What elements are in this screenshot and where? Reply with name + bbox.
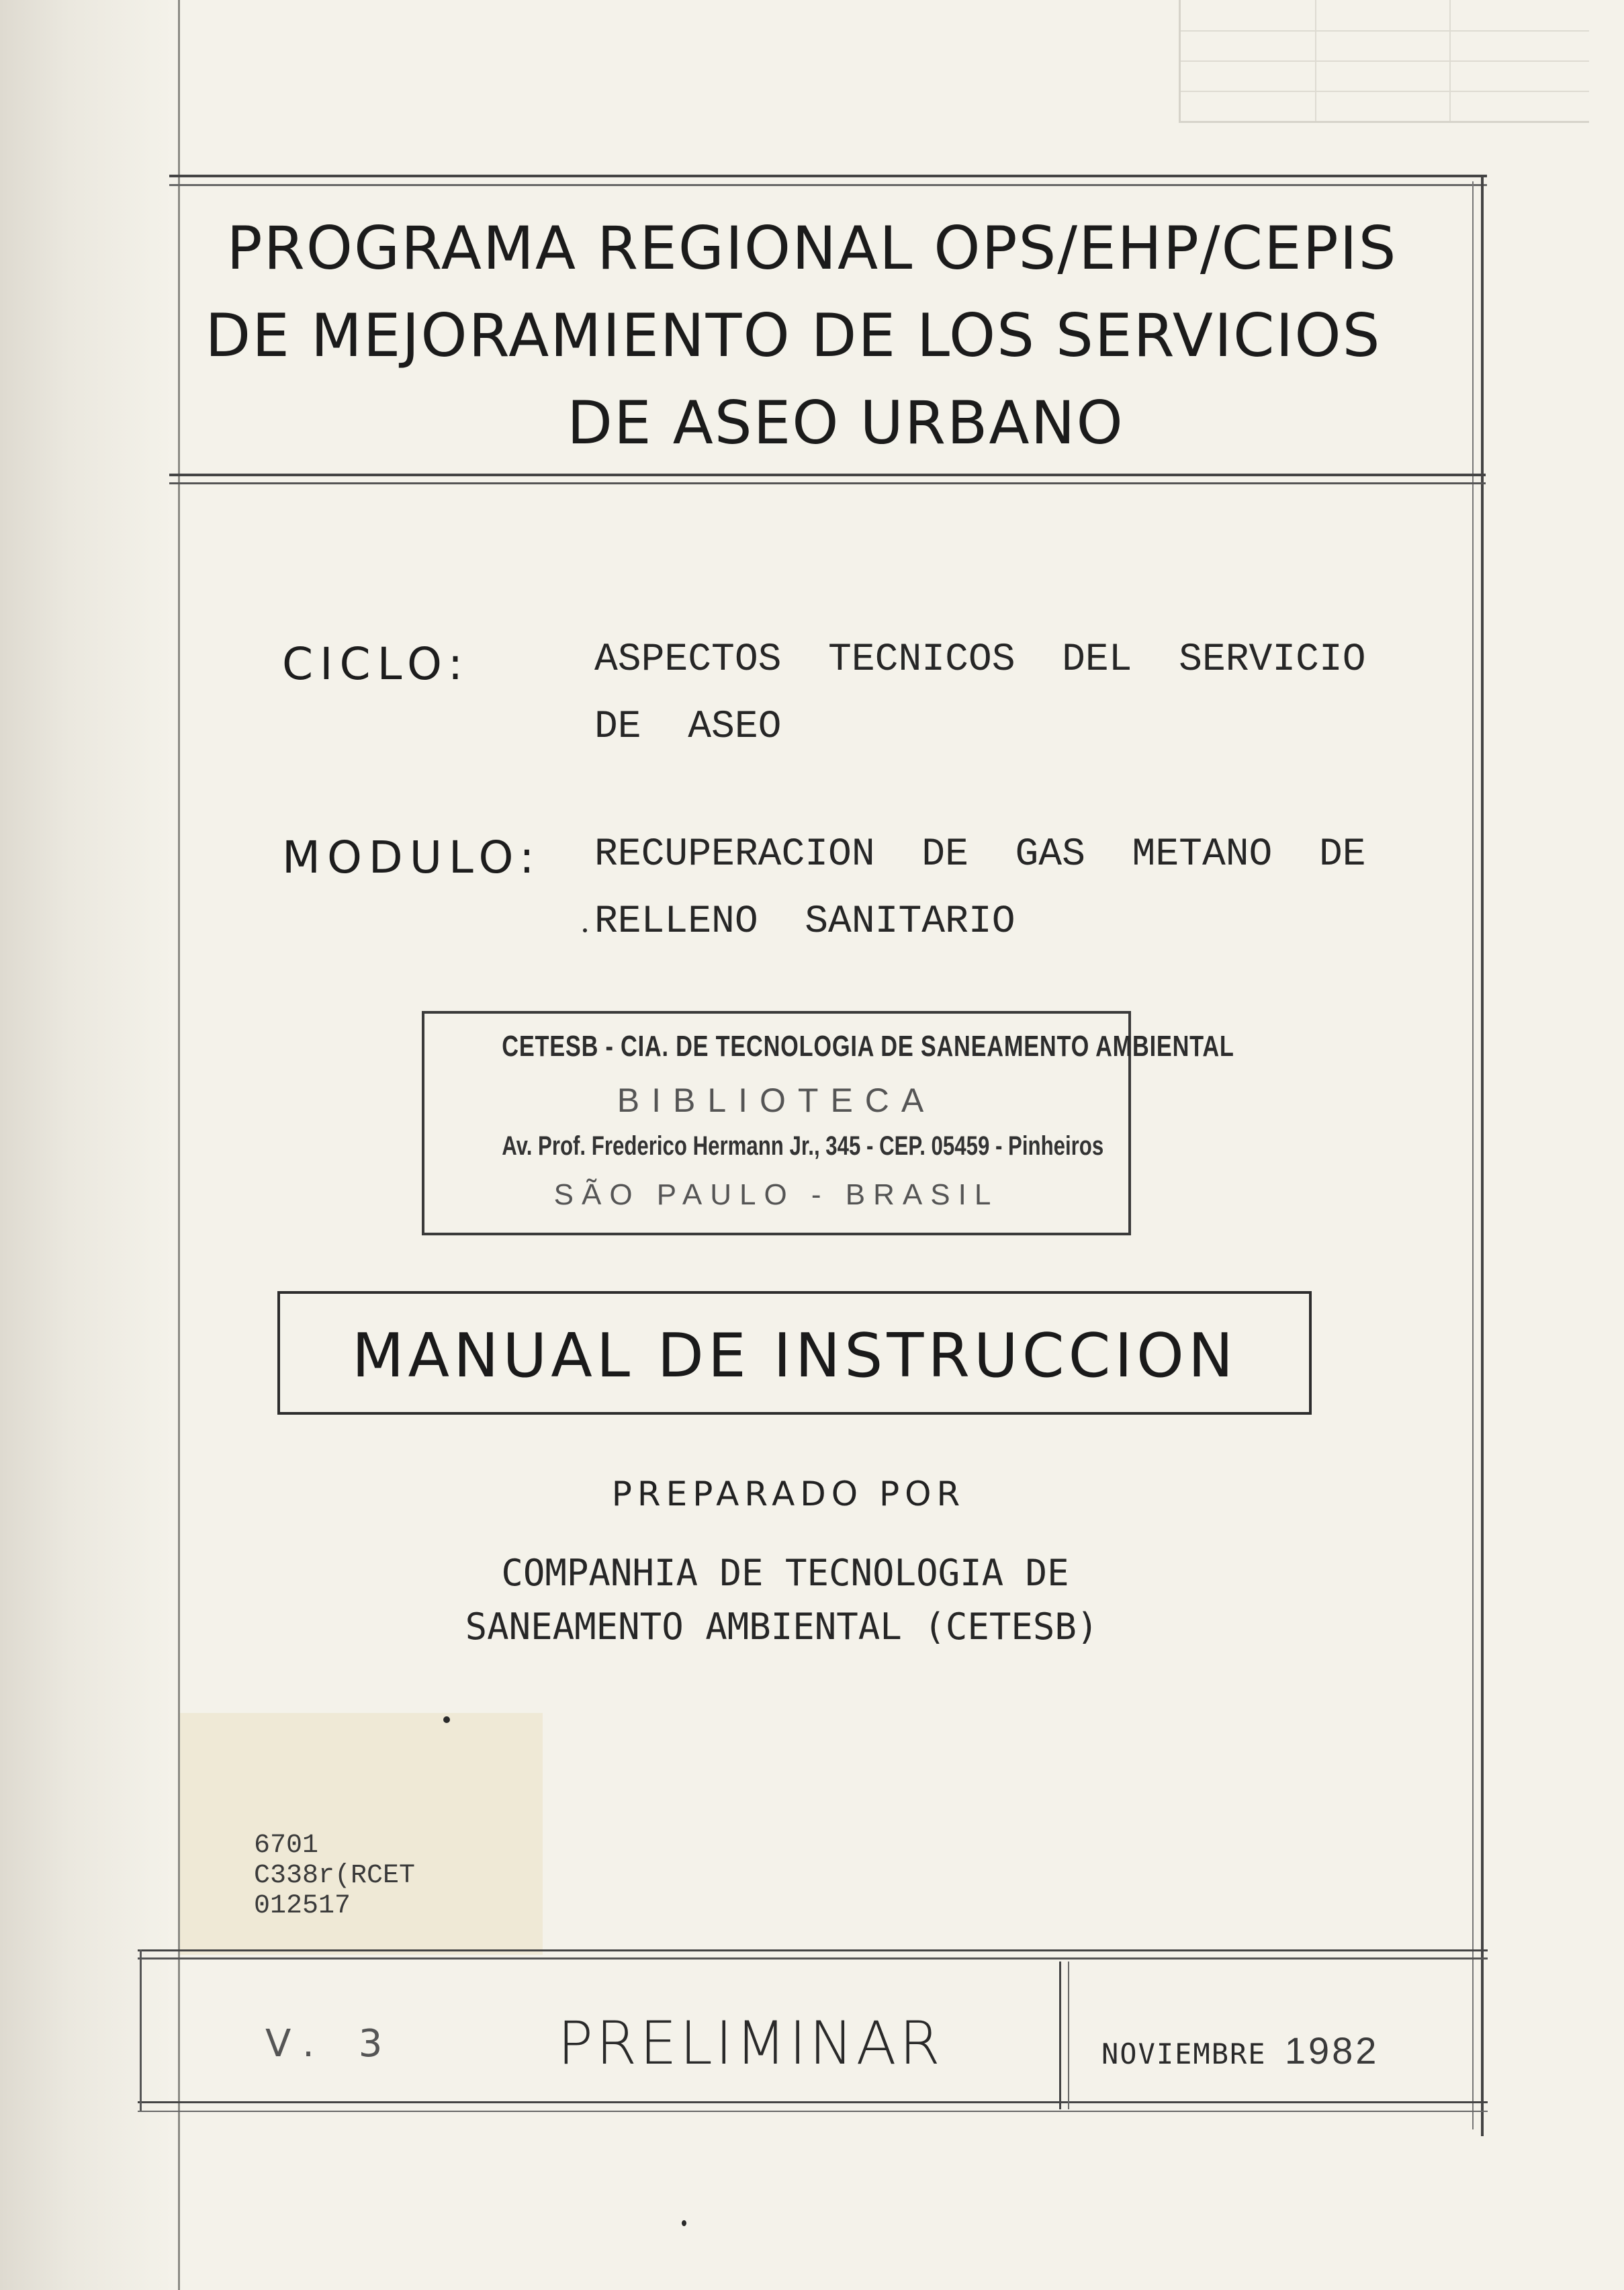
header-title-line2: DE MEJORAMIENTO DE LOS SERVICIOS <box>205 301 1382 370</box>
prepared-by-label: PREPARADO POR <box>611 1474 966 1513</box>
call-number-line1: 6701 <box>254 1831 319 1861</box>
library-stamp <box>422 1011 1234 1235</box>
footer-left-line <box>140 1949 142 2111</box>
footer-bottom-line <box>138 2101 1488 2103</box>
header-divider-inner <box>169 482 1486 484</box>
frame-top-line-inner <box>169 184 1487 186</box>
stamp-institution: CETESB - CIA. DE TECNOLOGIA DE SANEAMENTO AMBIENTAL <box>502 1030 1234 1063</box>
call-number-line3: 012517 <box>254 1891 351 1921</box>
header-title-line1: PROGRAMA REGIONAL OPS/EHP/CEPIS <box>226 214 1398 283</box>
ciclo-label: CICLO: <box>282 638 470 690</box>
footer-divider-inner <box>1068 1962 1069 2109</box>
manual-title-box <box>277 1291 1312 1415</box>
company-line2: SANEAMENTO AMBIENTAL (CETESB) <box>465 1605 1099 1648</box>
footer-bottom-line-inner <box>138 2111 1488 2112</box>
ink-speck <box>443 1716 450 1723</box>
ink-speck <box>583 928 587 932</box>
date-label <box>1101 2029 1379 2072</box>
header-title-line3: DE ASEO URBANO <box>567 388 1124 457</box>
modulo-value-line2: RELLENO SANITARIO <box>594 900 1016 944</box>
date-month: NOVIEMBRE <box>1101 2037 1267 2070</box>
ink-speck <box>682 2220 686 2226</box>
date-year: 1982 <box>1284 2029 1380 2072</box>
frame-top-line <box>169 175 1487 177</box>
stamp-address: Av. Prof. Frederico Hermann Jr., 345 - CEP. 05459 - Pinheiros <box>502 1131 1104 1161</box>
footer-top-line <box>138 1949 1488 1951</box>
ciclo-value-line1: ASPECTOS TECNICOS DEL SERVICIO <box>594 638 1366 682</box>
version-label: V. 3 <box>265 2022 399 2066</box>
modulo-label: MODULO: <box>282 832 541 883</box>
header-divider <box>169 474 1486 476</box>
stamp-city: SÃO PAULO - BRASIL <box>553 1178 999 1211</box>
footer-top-line-inner <box>138 1957 1488 1959</box>
status-label: PRELIMINAR <box>557 2009 943 2078</box>
stamp-biblioteca: BIBLIOTECA <box>617 1082 936 1119</box>
call-number-line2: C338r(RCET <box>254 1861 416 1891</box>
ciclo-value-line2: DE ASEO <box>594 705 782 749</box>
manual-title: MANUAL DE INSTRUCCION <box>351 1321 1238 1391</box>
modulo-value-line1: RECUPERACION DE GAS METANO DE <box>594 833 1366 877</box>
footer-divider <box>1059 1962 1061 2109</box>
company-line1: COMPANHIA DE TECNOLOGIA DE <box>501 1552 1069 1594</box>
corner-table-faint <box>1179 0 1589 123</box>
call-number-sticker <box>180 1713 543 1955</box>
frame-right-line <box>1481 175 1484 2136</box>
